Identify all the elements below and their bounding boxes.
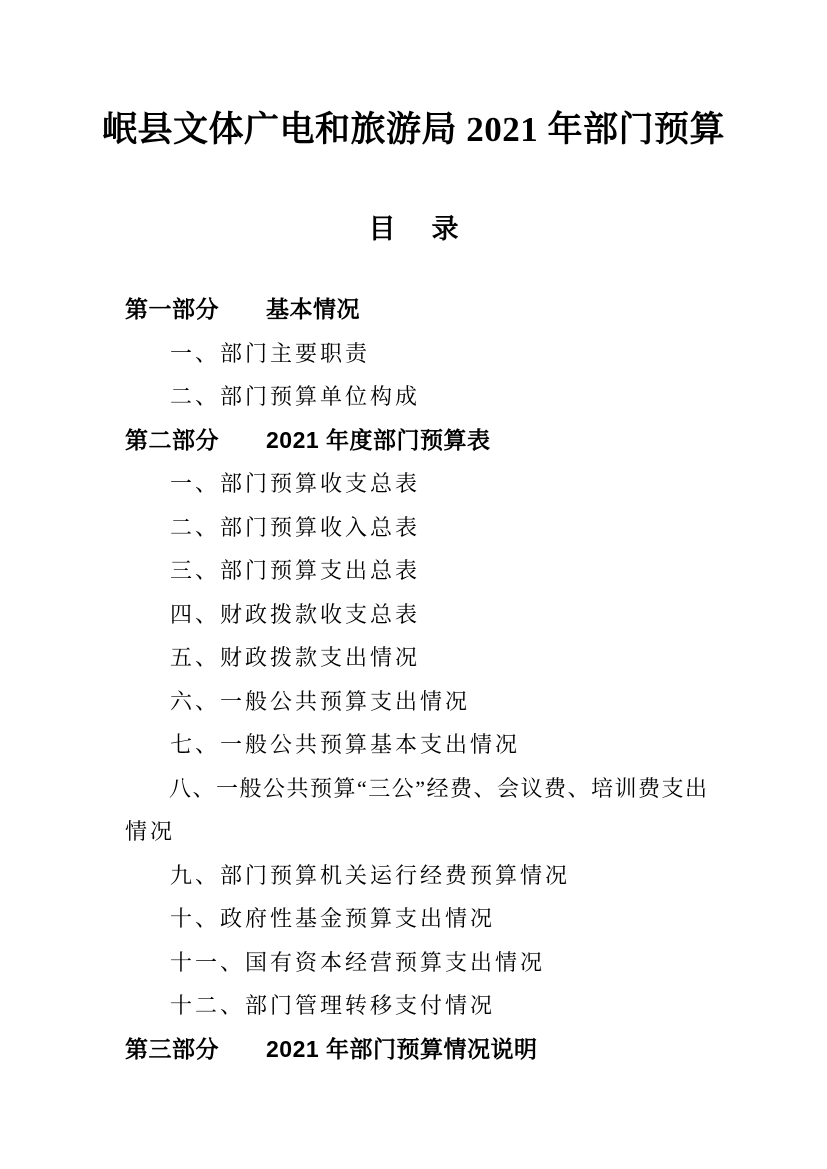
toc-item: 三、部门预算支出总表 [170,558,421,583]
table-of-contents [125,288,707,1071]
toc-item: 十二、部门管理转移支付情况 [170,993,496,1018]
toc-item: 十、政府性基金预算支出情况 [170,906,496,931]
toc-heading-char-first: 目 [368,214,396,244]
toc-item: 九、部门预算机关运行经费预算情况 [170,862,571,888]
toc-item: 七、一般公共预算基本支出情况 [170,732,521,757]
toc-section-heading: 第一部分 基本情况 [125,296,360,322]
toc-item: 四、财政拨款收支总表 [170,601,421,627]
toc-item: 六、一般公共预算支出情况 [170,688,471,714]
toc-item: 一、部门主要职责 [170,340,371,366]
toc-section-heading: 第二部分 2021 年度部门预算表 [125,426,491,453]
document-title: 岷县文体广电和旅游局 2021 年部门预算 [101,110,725,149]
toc-item: 一、部门预算收支总表 [170,471,421,496]
toc-heading-char-second: 录 [431,214,459,244]
toc-section-heading: 第三部分 2021 年部门预算情况说明 [125,1035,538,1062]
toc-item: 二、部门预算单位构成 [170,384,421,409]
toc-item: 八、一般公共预算“三公”经费、会议费、培训费支出 [169,775,707,801]
toc-item: 二、部门预算收入总表 [170,514,421,540]
toc-item: 十一、国有资本经营预算支出情况 [170,949,546,975]
toc-item: 情况 [125,819,176,844]
toc-item: 五、财政拨款支出情况 [170,645,421,670]
toc-heading [0,214,827,244]
